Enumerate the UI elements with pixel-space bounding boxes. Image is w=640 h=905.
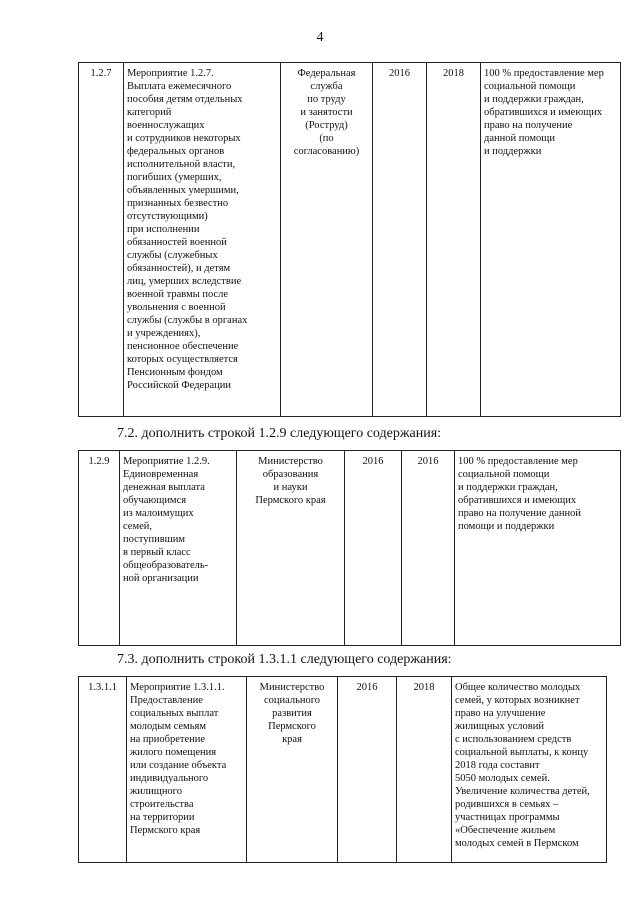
- start-year: 2016: [345, 451, 402, 646]
- expected-result: Общее количество молодых семей, у которых возникнет право на улучшение жилищных условий с использованием средств социальной выплаты, к концу 2018 года составит 5050 молодых семей. Увеличение количества детей, родившихся в семьях – участницах программы «Обеспечение жильем молодых семей в Пермском: [452, 677, 607, 863]
- start-year: 2016: [373, 63, 427, 417]
- event-description: Мероприятие 1.3.1.1. Предоставление социальных выплат молодым семьям на приобретение жилого помещения или создание объекта индивидуального жилищного строительства на территории Пермского края: [127, 677, 247, 863]
- section-heading-7-3: 7.3. дополнить строкой 1.3.1.1 следующего содержания:: [117, 652, 452, 667]
- table-row: [79, 677, 607, 863]
- table-row-1-2-9: [78, 450, 621, 646]
- end-year: 2018: [427, 63, 481, 417]
- executor: Министерство социального развития Пермского края: [247, 677, 338, 863]
- end-year: 2018: [397, 677, 452, 863]
- row-number: 1.2.7: [79, 63, 124, 417]
- page-number: 4: [316, 30, 324, 45]
- executor: Министерство образования и науки Пермского края: [237, 451, 345, 646]
- section-heading-7-2: 7.2. дополнить строкой 1.2.9 следующего содержания:: [117, 426, 442, 441]
- event-description: Мероприятие 1.2.7. Выплата ежемесячного пособия детям отдельных категорий военнослужащих и сотрудников некоторых федеральных органов исполнительной власти, погибших (умерших, объявленных умершими, признанных безвестно отсутствующими) при исполнении обязанностей военной службы (служебных обязанностей), и детям лиц, умерших вследствие военной травмы после увольнения с военной службы (службы в органах и учреждениях), пенсионное обеспечение которых осуществляется Пенсионным фондом Российской Федерации: [124, 63, 281, 417]
- event-description: Мероприятие 1.2.9. Единовременная денежная выплата обучающимся из малоимущих семей, поступившим в первый класс общеобразователь- ной организации: [120, 451, 237, 646]
- table-row-1-2-7: [78, 62, 621, 417]
- start-year: 2016: [338, 677, 397, 863]
- row-number: 1.2.9: [79, 451, 120, 646]
- executor: Федеральная служба по труду и занятости (Роструд) (по согласованию): [281, 63, 373, 417]
- table-row-1-3-1-1: [78, 676, 607, 863]
- table-row: [79, 63, 621, 417]
- expected-result: 100 % предоставление мер социальной помощи и поддержки граждан, обратившихся и имеющих право на получение данной помощи и поддержки: [481, 63, 621, 417]
- end-year: 2016: [402, 451, 455, 646]
- expected-result: 100 % предоставление мер социальной помощи и поддержки граждан, обратившихся и имеющих право на получение данной помощи и поддержки: [455, 451, 621, 646]
- row-number: 1.3.1.1: [79, 677, 127, 863]
- table-row: [79, 451, 621, 646]
